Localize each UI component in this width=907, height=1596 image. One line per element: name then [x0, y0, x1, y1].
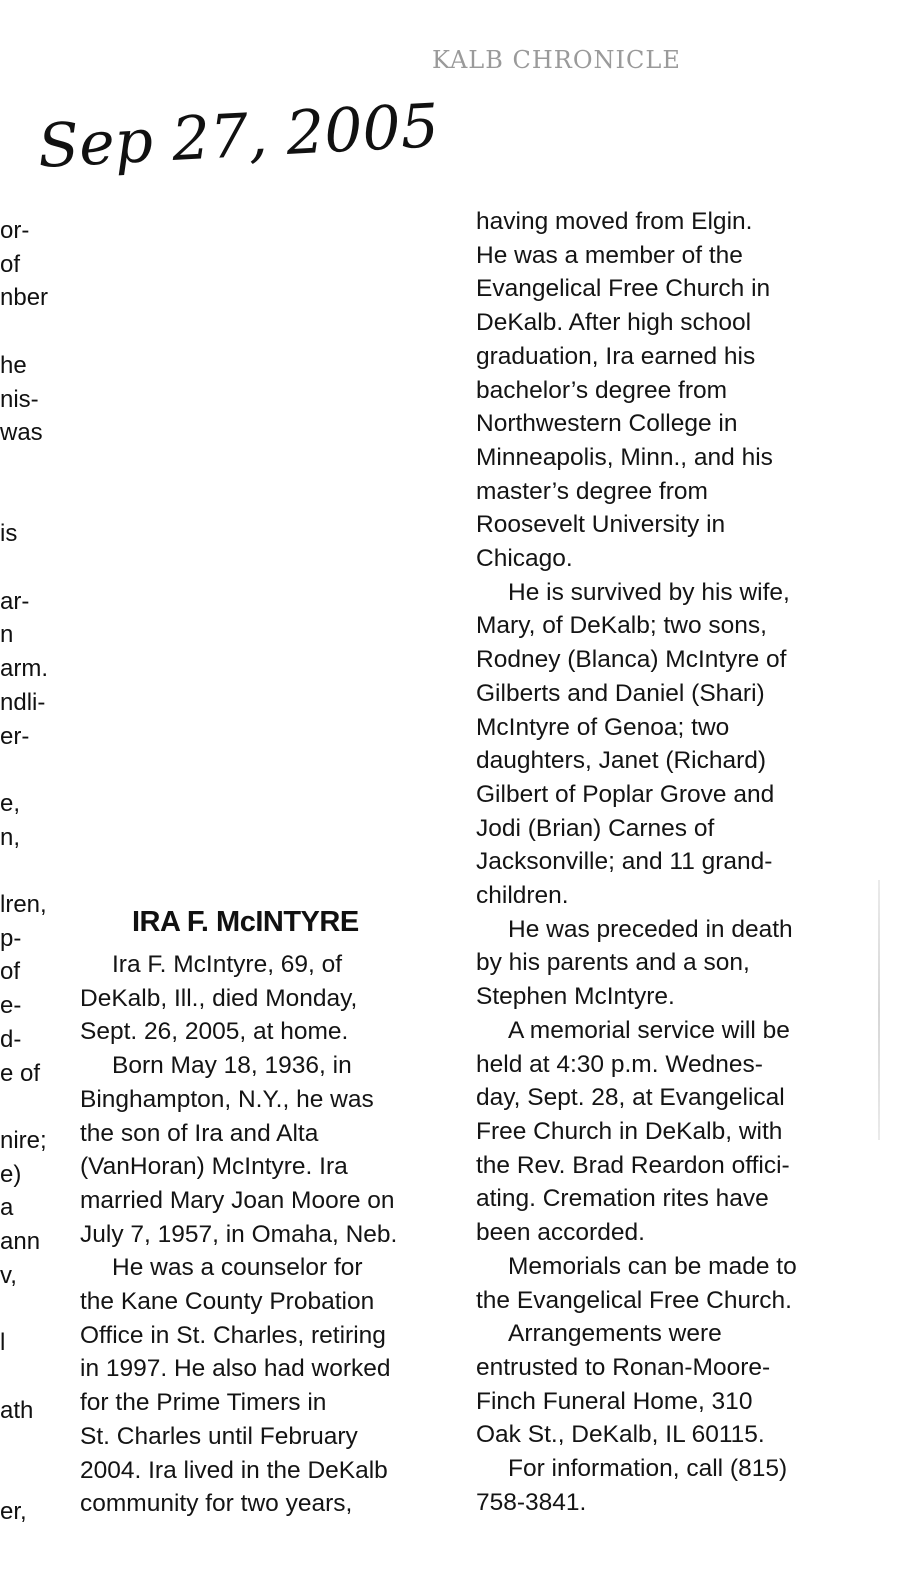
left-column-fragment: of [0, 958, 21, 986]
left-column-fragment: e of [0, 1059, 41, 1087]
obituary-paragraph: He was preceded in death by his parents and a son, Stephen McIntyre. [476, 915, 793, 1011]
scan-edge-shadow [878, 880, 880, 1140]
left-column-fragment: ndli- [0, 688, 46, 716]
obituary-paragraph: Arrangements were entrusted to Ronan-Moore- Finch Funeral Home, 310 Oak St., DeKalb, IL 60115. [476, 1320, 771, 1449]
obituary-paragraph: For information, call (815) 758-3841. [476, 1455, 788, 1516]
obituary-paragraph: Memorials can be made to the Evangelical Free Church. [476, 1252, 797, 1314]
left-column-fragment: nire; [0, 1126, 47, 1154]
left-column-fragment: e- [0, 992, 22, 1020]
left-column-fragment: nis- [0, 385, 39, 413]
left-column-fragment: er, [0, 1497, 27, 1525]
left-column-fragment: l [0, 1329, 6, 1357]
handwritten-date: Sep 27, 2005 [36, 91, 441, 182]
left-column-fragment: of [0, 250, 21, 278]
obituary-paragraph: He is survived by his wife, Mary, of DeKalb; two sons, Rodney (Blanca) McIntyre of Gilberts and Daniel (Shari) McIntyre of Genoa; two daughters, Janet (Richard) Gilbert of Poplar Grove and Jodi (Brian) Carnes of Jacksonville; and 11 grand- children. [476, 578, 790, 910]
left-column-fragment: was [0, 419, 43, 447]
obituary-paragraph: Born May 18, 1936, in Binghampton, N.Y., he was the son of Ira and Alta (VanHoran) McIntyre. Ira married Mary Joan Moore on July 7, 1957, in Omaha, Neb. [80, 1052, 398, 1248]
left-column-fragment: ath [0, 1396, 34, 1424]
left-column-fragment: is [0, 520, 18, 548]
left-column-fragment: a [0, 1194, 14, 1222]
left-column-fragment: arm. [0, 655, 48, 683]
left-column-fragment: p- [0, 924, 22, 952]
left-column-fragment: nber [0, 284, 49, 312]
obituary-paragraph: A memorial service will be held at 4:30 p.m. Wednes- day, Sept. 28, at Evangelical Free Church in DeKalb, with the Rev. Brad Reardon offici- ating. Cremation rites have been accorded. [476, 1016, 790, 1247]
obituary-paragraph: having moved from Elgin. He was a member of the Evangelical Free Church in DeKalb. After high school graduation, Ira earned his bachelor’s degree from Northwestern College in Minneapolis, Minn., and his master’s degree from Roosevelt University in Chicago. [476, 208, 773, 573]
left-column-fragment: n [0, 621, 14, 649]
left-column-fragment: n, [0, 823, 21, 851]
left-column-fragment: ar- [0, 587, 30, 615]
obituary-paragraph: He was a counselor for the Kane County Probation Office in St. Charles, retiring in 1997. He also had worked for the Prime Timers in St. Charles until February 2004. Ira lived in the DeKalb community for two years, [80, 1254, 391, 1518]
obituary-second-column [476, 205, 856, 1519]
left-column-cut-text [0, 216, 60, 1546]
left-column-fragment: or- [0, 217, 30, 244]
obituary-headline: IRA F. McINTYRE [132, 906, 359, 938]
left-column-fragment: e, [0, 789, 21, 817]
left-column-fragment: d- [0, 1025, 22, 1053]
newspaper-masthead: KALB CHRONICLE [432, 46, 681, 74]
left-column-fragment: he [0, 351, 27, 379]
obituary-first-column [80, 900, 450, 1521]
left-column-fragment: ann [0, 1228, 41, 1255]
left-column-fragment: v, [0, 1261, 17, 1289]
left-column-fragment: e) [0, 1160, 22, 1188]
left-column-fragment: er- [0, 722, 30, 750]
obituary-paragraph: Ira F. McIntyre, 69, of DeKalb, Ill., died Monday, Sept. 26, 2005, at home. [80, 951, 358, 1046]
left-column-fragment: lren, [0, 891, 47, 918]
